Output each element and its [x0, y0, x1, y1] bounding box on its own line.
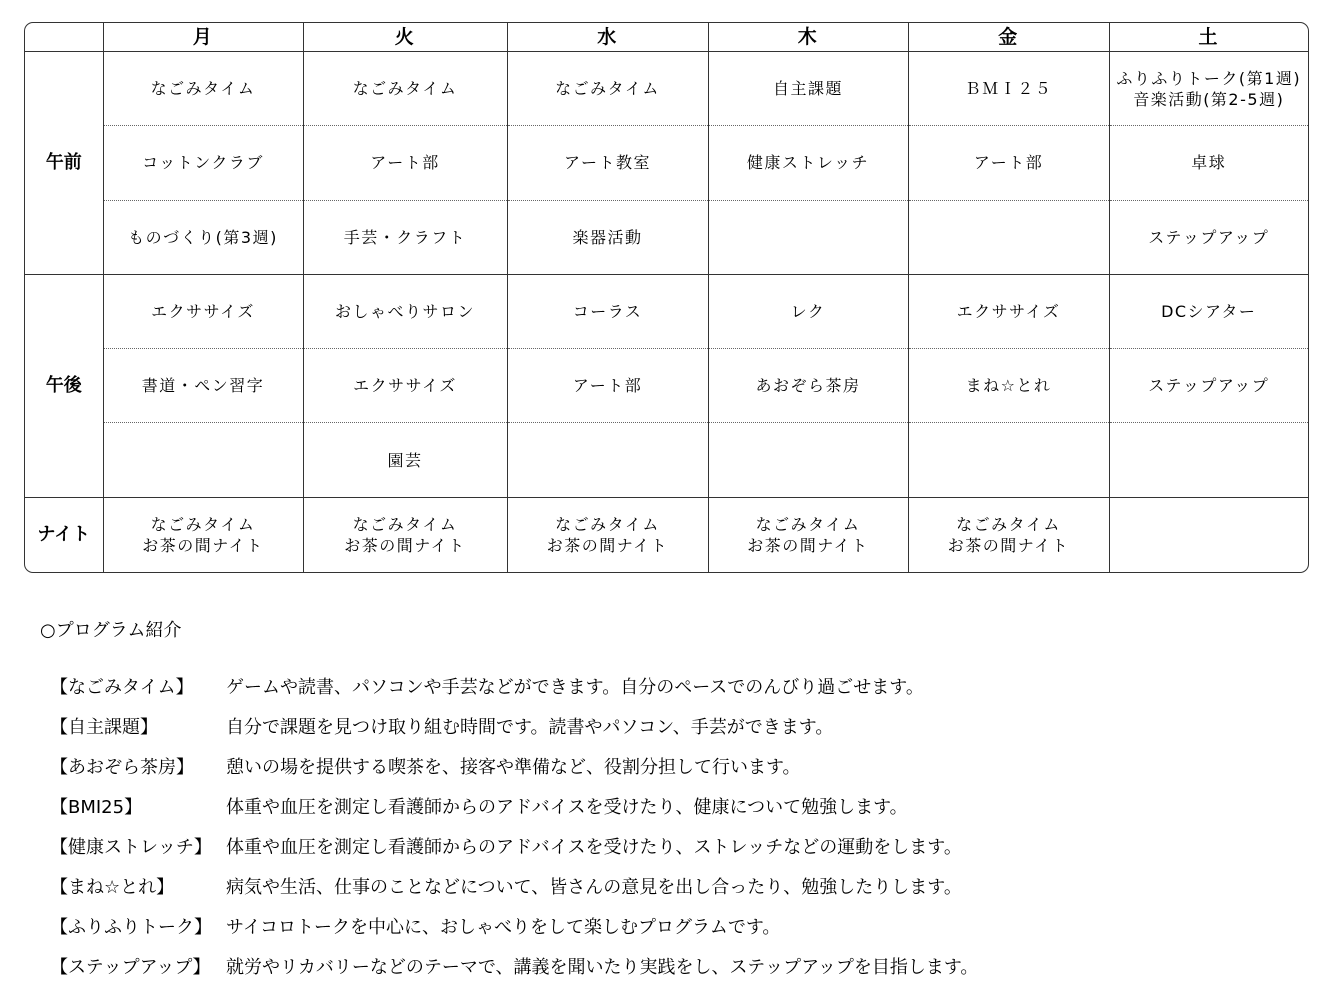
schedule-cell — [303, 52, 507, 126]
program-term: 【BMI25】 — [50, 797, 143, 818]
schedule-cell — [103, 274, 303, 348]
program-name: 楽器活動 — [572, 227, 643, 247]
program-explanation: サイコロトークを中心に、おしゃべりをして楽しむプログラムです。 — [226, 917, 781, 938]
schedule-cell — [103, 423, 303, 497]
schedule-cell — [103, 52, 303, 126]
schedule-cell — [507, 497, 708, 572]
program-name: 健康ストレッチ — [746, 153, 870, 173]
program-name: DCシアター — [1161, 301, 1257, 321]
day-header: 火 — [303, 23, 507, 52]
schedule-cell — [708, 126, 908, 200]
schedule-cell — [103, 200, 303, 274]
program-description — [50, 946, 978, 986]
program-term: 【なごみタイム】 — [50, 677, 194, 698]
program-name: ものづくり(第3週) — [128, 227, 278, 247]
program-description — [50, 706, 978, 746]
schedule-row — [25, 126, 1308, 200]
program-explanation: 体重や血圧を測定し看護師からのアドバイスを受けたり、健康について勉強します。 — [226, 797, 908, 818]
program-name: ステップアップ — [1148, 376, 1270, 396]
schedule-cell — [1109, 126, 1308, 200]
schedule-cell — [507, 349, 708, 423]
program-term: 【ステップアップ】 — [50, 957, 211, 978]
program-name: アート部 — [572, 376, 643, 396]
schedule-cell — [303, 200, 507, 274]
program-name: エクササイズ — [353, 376, 457, 396]
program-name: お茶の間ナイト — [546, 535, 669, 555]
program-description — [50, 906, 978, 946]
schedule-row — [25, 274, 1308, 348]
program-intro-heading: ○プログラム紹介 — [40, 620, 182, 641]
program-name: アート教室 — [563, 153, 652, 173]
program-term: 【まね☆とれ】 — [50, 877, 175, 898]
program-name: 手芸・クラフト — [343, 227, 467, 247]
program-name: 音楽活動(第2-5週) — [1133, 89, 1285, 109]
schedule-cell — [1109, 423, 1308, 497]
schedule-row — [25, 497, 1308, 572]
program-description-list — [50, 666, 978, 986]
schedule-cell — [708, 52, 908, 126]
program-term: 【あおぞら茶房】 — [50, 757, 194, 778]
schedule-cell — [1109, 349, 1308, 423]
day-header: 木 — [708, 23, 908, 52]
schedule-cell — [908, 423, 1109, 497]
program-explanation: 体重や血圧を測定し看護師からのアドバイスを受けたり、ストレッチなどの運動をします。 — [226, 837, 962, 858]
day-header: 土 — [1109, 23, 1308, 52]
schedule-cell — [708, 423, 908, 497]
program-name: 園芸 — [387, 450, 423, 470]
day-header: 月 — [103, 23, 303, 52]
schedule-cell — [1109, 274, 1308, 348]
program-explanation: 憩いの場を提供する喫茶を、接客や準備など、役割分担して行います。 — [226, 757, 801, 778]
program-description — [50, 666, 978, 706]
program-term: 【自主課題】 — [50, 717, 158, 738]
schedule-cell — [103, 126, 303, 200]
program-name: まね☆とれ — [965, 376, 1052, 396]
schedule-cell — [103, 497, 303, 572]
program-term: 【健康ストレッチ】 — [50, 837, 212, 858]
schedule-row — [25, 349, 1308, 423]
schedule-cell — [507, 423, 708, 497]
schedule-cell — [303, 497, 507, 572]
schedule-cell — [303, 349, 507, 423]
program-term: 【ふりふりトーク】 — [50, 917, 212, 938]
schedule-row — [25, 423, 1308, 497]
program-explanation: 病気や生活、仕事のことなどについて、皆さんの意見を出し合ったり、勉強したりします。 — [226, 877, 962, 898]
schedule-cell — [908, 52, 1109, 126]
program-description — [50, 826, 978, 866]
program-name: あおぞら茶房 — [755, 376, 861, 396]
day-header: 金 — [908, 23, 1109, 52]
schedule-table-frame — [24, 22, 1309, 573]
program-explanation: 就労やリカバリーなどのテーマで、講義を聞いたり実践をし、ステップアップを目指します。 — [226, 957, 979, 978]
schedule-cell — [303, 423, 507, 497]
schedule-cell — [303, 274, 507, 348]
schedule-cell — [303, 126, 507, 200]
schedule-cell — [908, 349, 1109, 423]
program-name: なごみタイム — [555, 514, 660, 534]
program-name: ふりふりトーク(第1週) — [1116, 68, 1302, 88]
program-name: おしゃべりサロン — [334, 301, 475, 321]
program-name: お茶の間ナイト — [142, 535, 264, 555]
schedule-row — [25, 200, 1308, 274]
schedule-cell — [507, 52, 708, 126]
program-name: ステップアップ — [1148, 227, 1270, 247]
program-name: 卓球 — [1191, 153, 1227, 173]
weekly-schedule-table — [25, 23, 1308, 572]
program-name: エクササイズ — [956, 301, 1061, 321]
schedule-cell — [507, 126, 708, 200]
program-name: レク — [790, 301, 826, 321]
program-name: コットンクラブ — [142, 153, 264, 173]
corner-cell — [25, 23, 103, 52]
schedule-cell — [908, 126, 1109, 200]
program-name: コーラス — [572, 301, 643, 321]
schedule-cell — [507, 200, 708, 274]
program-name: なごみタイム — [352, 79, 458, 99]
program-description — [50, 746, 978, 786]
day-header: 水 — [507, 23, 708, 52]
program-name: なごみタイム — [555, 79, 660, 99]
day-header-row — [25, 23, 1308, 52]
schedule-cell — [708, 200, 908, 274]
program-explanation: 自分で課題を見つけ取り組む時間です。読書やパソコン、手芸ができます。 — [226, 717, 834, 738]
program-description — [50, 866, 978, 906]
program-name: アート部 — [370, 153, 440, 173]
program-name: ＢＭＩ２５ — [964, 79, 1053, 99]
schedule-cell — [908, 274, 1109, 348]
program-name: なごみタイム — [956, 514, 1061, 534]
schedule-cell — [708, 274, 908, 348]
schedule-cell — [103, 349, 303, 423]
period-label: 午前 — [25, 52, 103, 275]
program-name: 自主課題 — [772, 79, 843, 99]
program-name: なごみタイム — [150, 514, 256, 534]
program-description — [50, 786, 978, 826]
program-name: お茶の間ナイト — [344, 535, 466, 555]
period-label: 午後 — [25, 274, 103, 497]
period-label: ナイト — [25, 497, 103, 572]
program-explanation: ゲームや読書、パソコンや手芸などができます。自分のペースでのんびり過ごせます。 — [226, 677, 924, 698]
schedule-cell — [908, 200, 1109, 274]
schedule-cell — [708, 497, 908, 572]
program-name: 書道・ペン習字 — [141, 376, 265, 396]
schedule-cell — [908, 497, 1109, 572]
program-name: なごみタイム — [755, 514, 861, 534]
program-name: アート部 — [973, 153, 1044, 173]
schedule-cell — [1109, 52, 1308, 126]
program-name: お茶の間ナイト — [747, 535, 869, 555]
program-name: なごみタイム — [352, 514, 458, 534]
schedule-cell — [507, 274, 708, 348]
schedule-cell — [708, 349, 908, 423]
program-name: なごみタイム — [150, 79, 256, 99]
schedule-cell — [1109, 200, 1308, 274]
program-name: お茶の間ナイト — [947, 535, 1070, 555]
schedule-row — [25, 52, 1308, 126]
schedule-cell — [1109, 497, 1308, 572]
program-name: エクササイズ — [151, 301, 255, 321]
